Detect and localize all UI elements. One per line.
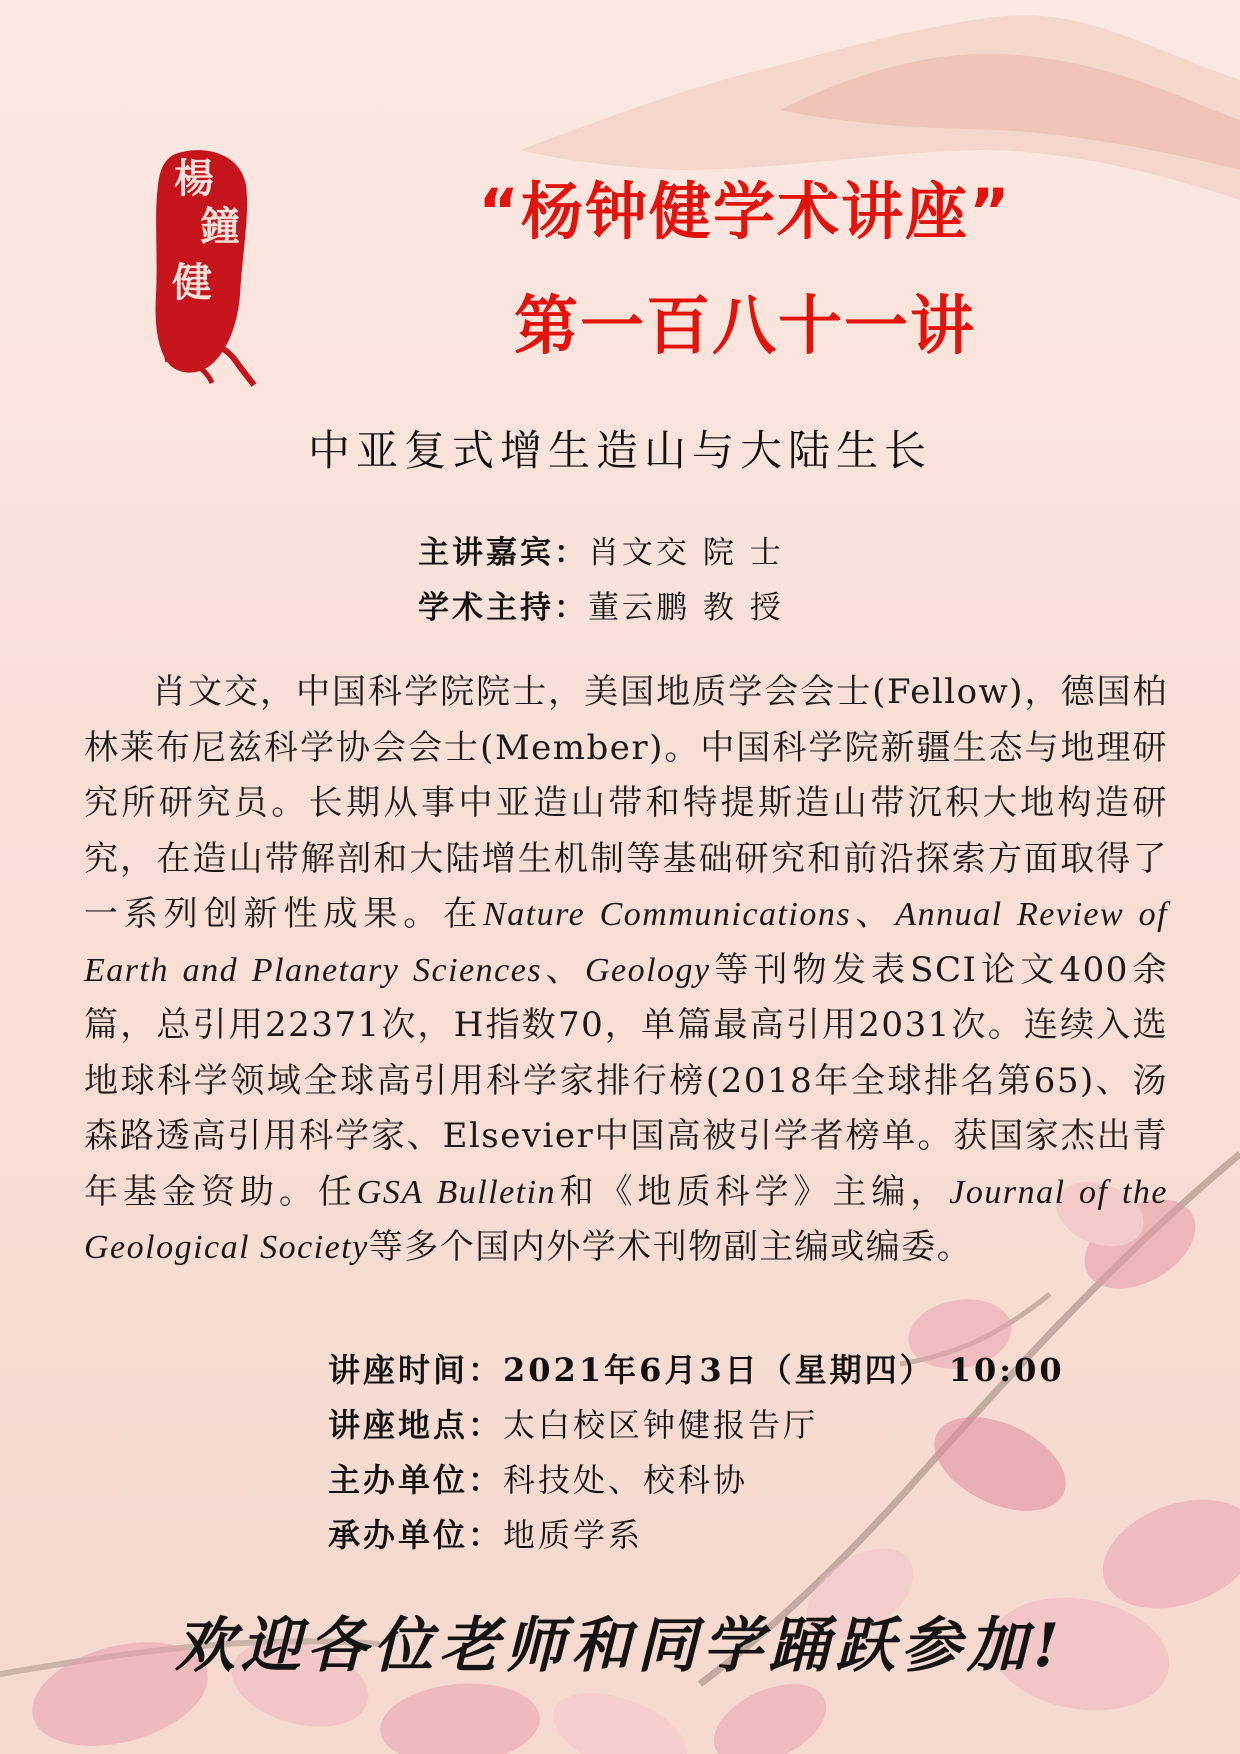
host-name: 董云鹏 教 授 — [588, 590, 784, 626]
place-label: 讲座地点： — [328, 1406, 504, 1444]
place-value: 太白校区钟健报告厅 — [503, 1406, 819, 1444]
bio-text-4: 等刊物发表SCI论文400余篇，总引用22371次，H指数70，单篇最高引用2031次。连续入选地球科学领域全球高引用科学家排行榜(2018年全球排名第65)、汤森路透高引用科学家、Elsevier中国高被引学者榜单。获国家杰出青年基金资助。任 — [84, 949, 1169, 1212]
bio-text-2: 、 — [851, 894, 896, 934]
seal-char-yang: 楊 — [174, 155, 214, 202]
host-label: 学术主持： — [418, 590, 588, 626]
co-organizer — [328, 1510, 643, 1556]
organizer-value: 科技处、校科协 — [503, 1461, 749, 1499]
speaker-line — [418, 527, 784, 572]
lecture-topic: 中亚复式增生造山与大陆生长 — [307, 426, 932, 475]
speaker-label: 主讲嘉宾： — [418, 535, 588, 571]
lecture-series-title: “杨钟健学术讲座” — [478, 175, 1012, 248]
bio-text-3: 、 — [542, 949, 585, 990]
co-organizer-value: 地质学系 — [503, 1516, 644, 1554]
lecture-time — [328, 1345, 1065, 1391]
speaker-name: 肖文交 院 士 — [588, 535, 784, 571]
bio-text-6: 等多个国内外学术刊物副主编或编委。 — [368, 1227, 973, 1267]
time-value: 2021年6月3日（星期四） 10:00 — [503, 1351, 1065, 1389]
seal-char-jian: 健 — [172, 259, 212, 306]
welcome-slogan: 欢迎各位老师和同学踊跃参加! — [174, 1611, 1066, 1681]
bio-text-5: 和《地质科学》主编， — [556, 1171, 950, 1212]
bio-journal-1: Nature Communications — [483, 896, 852, 933]
yang-zhongjian-seal — [150, 145, 260, 390]
organizer-label: 主办单位： — [328, 1461, 504, 1499]
host-line — [418, 582, 784, 627]
bio-journal-4: GSA Bulletin — [356, 1173, 557, 1211]
organizer — [328, 1455, 748, 1501]
bio-text-1: 肖文交，中国科学院院士，美国地质学会会士(Fellow)，德国柏林莱布尼兹科学协会会士(Member)。中国科学院新疆生态与地理研究所研究员。长期从事中亚造山带和特提斯造山带沉积大地构造研究，在造山带解剖和大陆增生机制等基础研究和前沿探索方面取得了一系列创新性成果。在 — [84, 672, 1168, 934]
bio-journal-5: Journal of the Geological Society — [84, 1173, 1168, 1266]
lecture-number: 第一百八十一讲 — [514, 290, 976, 364]
lecture-place — [328, 1400, 818, 1446]
speaker-biography — [84, 665, 1168, 1276]
seal-char-zhong: 鐘 — [200, 203, 240, 250]
bio-journal-3: Geology — [584, 951, 711, 989]
time-label: 讲座时间： — [328, 1351, 504, 1389]
bio-journal-2: Annual Review of Earth and Planetary Sciences — [84, 896, 1169, 989]
co-organizer-label: 承办单位： — [328, 1516, 504, 1554]
